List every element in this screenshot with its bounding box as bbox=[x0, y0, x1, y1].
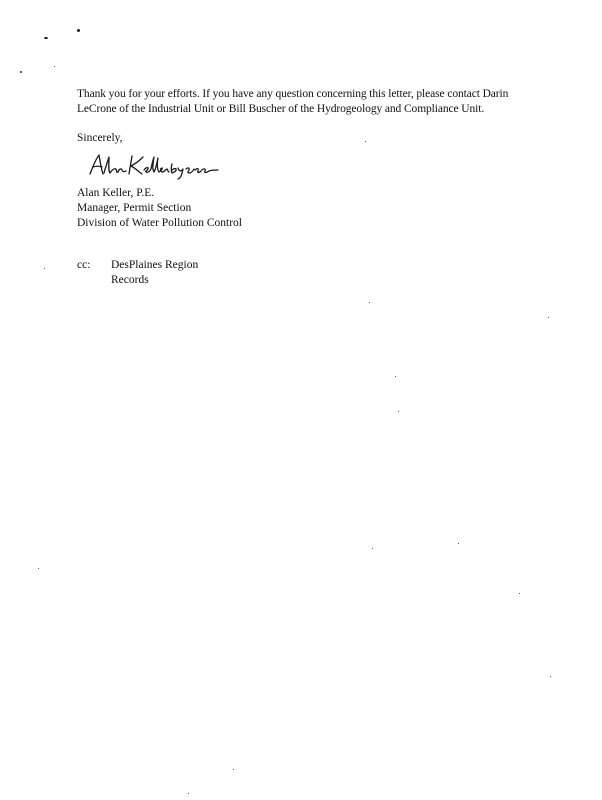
scan-speck bbox=[54, 66, 55, 67]
scan-speck bbox=[44, 268, 45, 269]
letter-body bbox=[77, 87, 577, 117]
signatory-name: Alan Keller, P.E. bbox=[77, 187, 155, 199]
cc-label: cc: bbox=[77, 259, 91, 271]
signatory-title: Manager, Permit Section bbox=[77, 202, 192, 214]
scan-speck bbox=[548, 317, 549, 318]
scan-speck bbox=[372, 548, 373, 549]
scan-speck bbox=[395, 376, 396, 377]
scan-speck bbox=[365, 141, 366, 142]
cc-recipient: DesPlaines Region bbox=[111, 259, 199, 271]
scan-speck bbox=[233, 769, 234, 770]
scan-speck bbox=[369, 302, 370, 303]
signature-block bbox=[77, 186, 242, 231]
letter-body-line: LeCrone of the Industrial Unit or Bill Buscher of the Hydrogeology and Compliance Unit. bbox=[77, 103, 485, 115]
scan-speck bbox=[188, 793, 189, 794]
scan-speck bbox=[20, 71, 22, 73]
cc-recipient-list bbox=[111, 258, 198, 288]
scan-speck bbox=[77, 29, 80, 32]
handwritten-signature bbox=[88, 152, 223, 180]
cc-recipient: Records bbox=[111, 274, 149, 286]
scan-speck bbox=[44, 37, 48, 39]
scan-speck bbox=[550, 676, 551, 677]
letter-closing: Sincerely, bbox=[77, 132, 123, 144]
scan-speck bbox=[398, 411, 399, 412]
scan-speck bbox=[519, 593, 520, 594]
scan-speck bbox=[38, 568, 39, 569]
scan-speck bbox=[458, 543, 459, 544]
letter-body-line: Thank you for your efforts. If you have any question concerning this letter, please contact Darin bbox=[77, 88, 509, 100]
signatory-division: Division of Water Pollution Control bbox=[77, 217, 242, 229]
